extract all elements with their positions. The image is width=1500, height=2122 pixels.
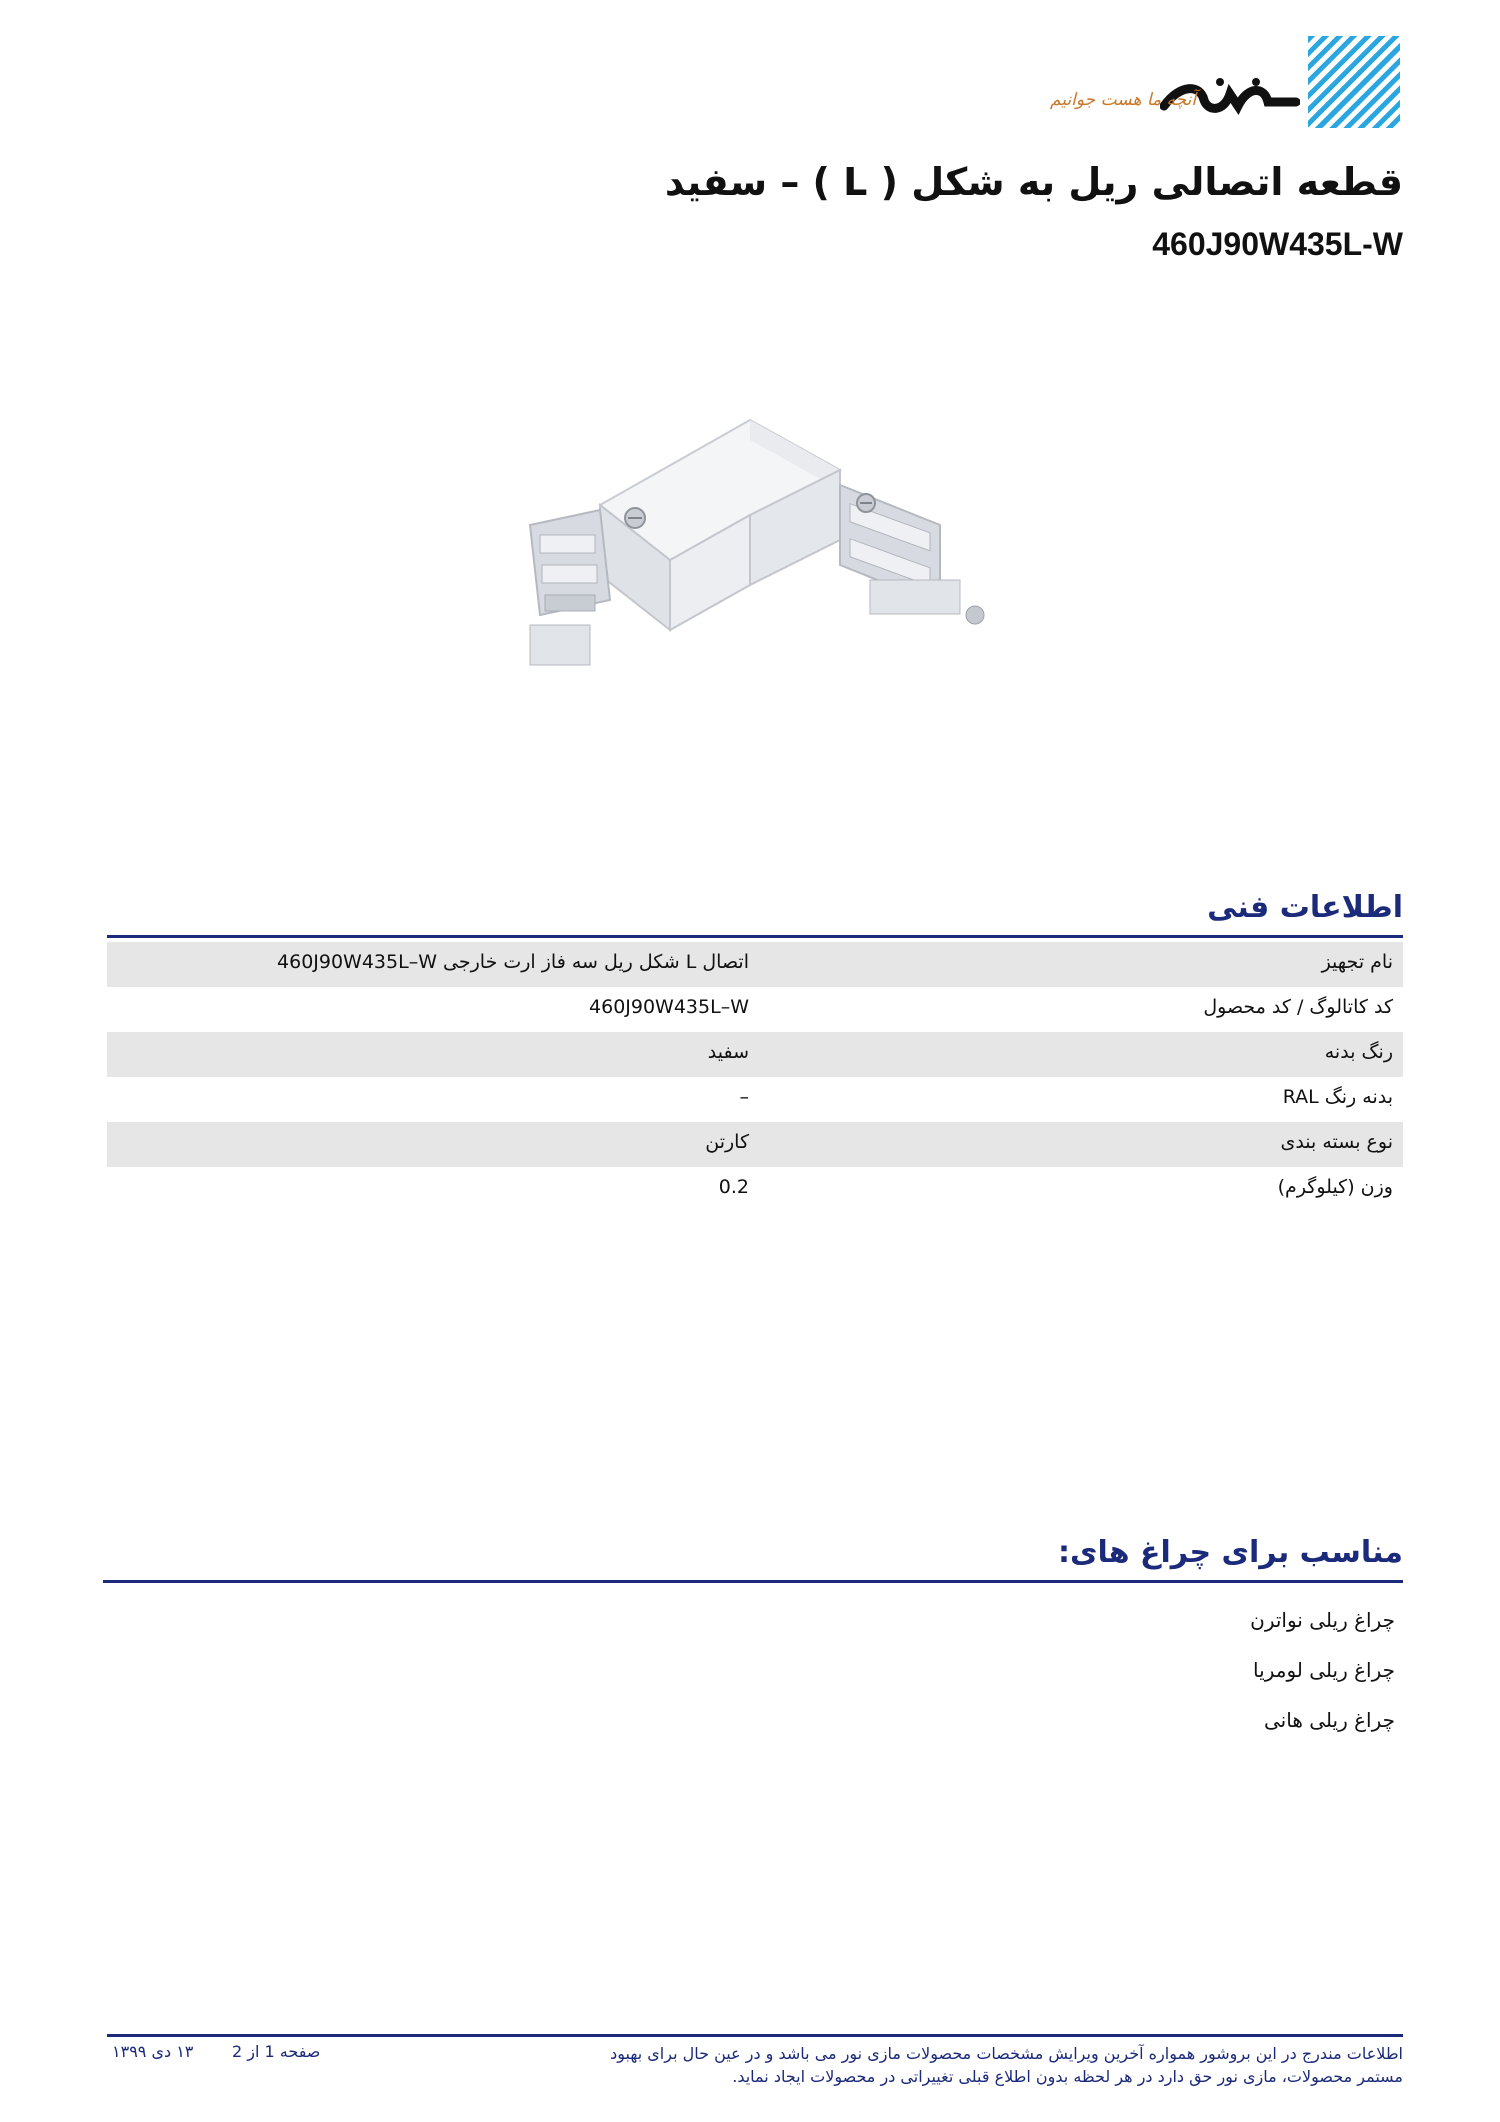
list-item: چراغ ریلی نواترن [1250,1608,1395,1632]
spec-row-weight [107,1167,1403,1212]
spec-value: 460J90W435L–W [589,996,749,1018]
spec-row-packaging [107,1122,1403,1167]
spec-label: نام تجهیز [1321,951,1393,973]
footer-disclaimer: اطلاعات مندرج در این بروشور همواره آخرین ویرایش مشخصات محصولات مازی نور می باشد و در عین حال برای بهبود مستمر محصولات، مازی نور حق دارد در هر لحظه بدون اطلاع قبلی تغییراتی در محصولات ایجاد نماید. [610,2044,1403,2086]
brand-logo [1050,36,1400,128]
spec-value: کارتن [705,1131,749,1153]
spec-row-name [107,942,1403,987]
spec-label: بدنه رنگ RAL [1282,1086,1393,1108]
list-item: چراغ ریلی لومریا [1253,1658,1395,1682]
spec-row-code [107,987,1403,1032]
page-number: صفحه 1 از 2 [232,2042,321,2061]
publish-date: ۱۳ دی ۱۳۹۹ [112,2042,194,2061]
logo-mark-icon [1308,36,1400,128]
spec-label: رنگ بدنه [1324,1041,1393,1063]
spec-value: سفید [707,1041,749,1063]
product-image [510,400,1010,700]
specs-heading: اطلاعات فنی [1207,890,1403,925]
footer-divider [107,2034,1403,2037]
suitable-lamps-list [1250,1608,1395,1758]
spec-row-ral [107,1077,1403,1122]
suitable-divider [103,1580,1403,1583]
spec-label: وزن (کیلوگرم) [1277,1176,1393,1198]
spec-value: اتصال L شکل ریل سه فاز ارت خارجی 460J90W435L–W [277,951,749,973]
specs-table [107,942,1403,1212]
spec-label: نوع بسته بندی [1280,1131,1393,1153]
list-item: چراغ ریلی هانی [1264,1708,1395,1732]
spec-row-color [107,1032,1403,1077]
spec-value: 0.2 [718,1176,749,1198]
product-code: 460J90W435L-W [1152,226,1403,262]
logo-slogan: آنچه ما هست جوانیم [1050,90,1197,110]
page-title: قطعه اتصالی ریل به شکل ( L ) – سفید [664,160,1403,204]
spec-value: – [739,1086,749,1108]
suitable-heading: مناسب برای چراغ های: [1058,1535,1403,1570]
spec-label: کد کاتالوگ / کد محصول [1203,996,1393,1018]
specs-divider [107,935,1403,938]
